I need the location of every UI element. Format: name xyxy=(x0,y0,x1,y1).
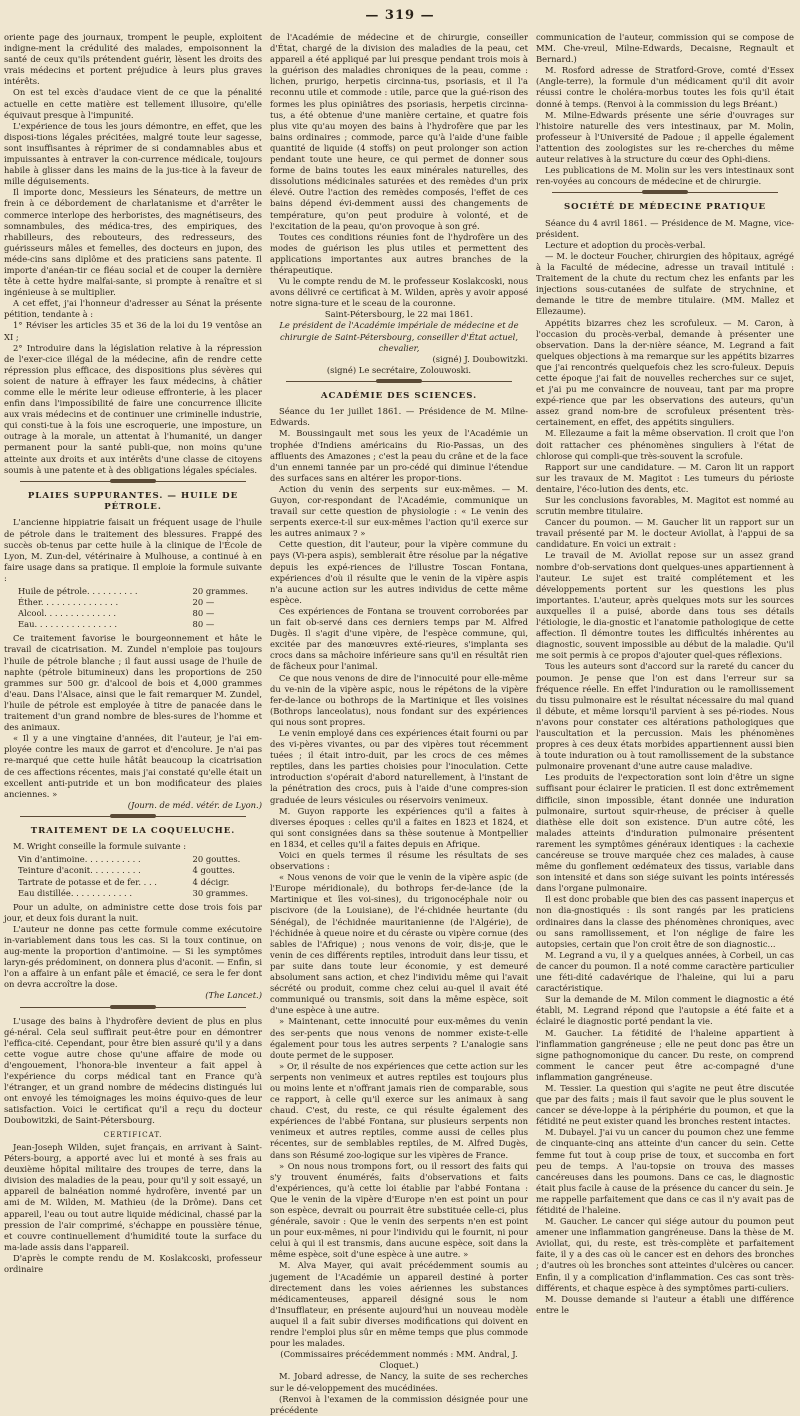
signature-block: Le président de l'Académie impériale de médecine et de chirurgie de Saint-Pétersbourg, conseiller d'État actuel, chevalier, xyxy=(279,320,519,353)
paragraph: » Or, il résulte de nos expériences que cette action sur les serpents non venimeux et autres reptiles est toujours plus ou moins lente et n'offrant jamais rien de comparable, sous ce rapport, à celle qu'il exerce sur les animaux à sang chaud. C'est, du reste, ce qui résulte également des expériences de l'abbé Fontana, sur plusieurs serpents non venimeux et autres reptiles, comme aussi de celles plus récentes, sur de semblables reptiles, de M. Alfred Dugès, dans son Résumé zoo-logique sur les vipères de France. xyxy=(270,1060,528,1160)
paragraph: » On nous nous trompons fort, ou il ressort des faits qui s'y trouvent énumérés, faits d'observations et faits d'expériences, qu'à cette loi établie par l'abbé Fontana : Que le venin de la vipère d'Europe n'en est point un pour son espèce, devrait ou pourrait être substituée celle-ci, plus générale, savoir : Que le venin des serpents n'en est point un pour eux-mêmes, ni pour l'individu qui le fournit, ni pour celui à qui il est transmis, dans aucune espèce, soit dans la même espèce, soit d'une espèce à une autre. » xyxy=(270,1160,528,1260)
paragraph: » Maintenant, cette innocuité pour eux-mêmes du venin des ser-pents que nous venons de nommer existe-t-elle également pour tous les autres serpents ? L'analogie sans doute permet de le supposer. xyxy=(270,1016,528,1060)
source-citation: (The Lancet.) xyxy=(205,990,262,1001)
paragraph: « Nous venons de voir que le venin de la vipère aspic (de l'Europe méridionale), du bothrops fer-de-lance (de la Martinique et îles voi-sines), du trigonocéphale noir ou piscivore (de la Louisiane), de l'é-chidnée heurtante (du Sénégal), de l'échidnée mauritanienne (de l'Algérie), de l'échidnée à queue noire et du céraste ou vipère cornue (des sables de l'Afrique) ; nous venons de voir, dis-je, que le venin de ces différents reptiles, introduit dans leur tissu, et par suite dans toute leur économie, y est demeuré absolument sans action, et chez l'individu même qui l'avait sécrété ou produit, comme chez celui au-quel il avait été communiqué ou transmis, soit dans la même espèce, soit d'une espèce à une autre. xyxy=(270,872,528,1016)
paragraph: 1° Réviser les articles 35 et 36 de la loi du 19 ventôse an XI ; xyxy=(4,320,262,342)
section-divider xyxy=(286,381,512,385)
column-2 xyxy=(270,32,528,1416)
paragraph: Toutes ces conditions réunies font de l'hydrofère un des modes de guérison les plus utiles et permettent des applications importantes aux autres branches de la thérapeutique. xyxy=(270,231,528,275)
paragraph: 2° Introduire dans la législation relative à la répression de l'exer-cice illégal de la médecine, afin de rendre cette répression plus efficace, des dispositions plus sévères qui soient de nature à effrayer les faux médecins, à châtier comme elle le mérite leur odieuse effronterie, à les placer enfin dans l'impossibilité de faire une concurrence illicite aux vrais médecins et de continuer une criminelle industrie, qui consti-tue à la fois une escroquerie, une imposture, un outrage à la morale, un attentat à l'humanité, un danger permanent pour la santé publi-que, non moins qu'une atteinte aux droits et aux intérêts d'une classe de citoyens soumis à une patente et à des obligations légales spéciales. xyxy=(4,342,262,475)
paragraph: Les publications de M. Molin sur les vers intestinaux sont ren-voyées au concours de médecine et de chirurgie. xyxy=(536,165,794,187)
section-title-petrole: PLAIES SUPPURANTES. — HUILE DE PÉTROLE. xyxy=(27,490,239,513)
column-3 xyxy=(536,32,794,1316)
paragraph: Vu le compte rendu de M. le professeur Koslakcoski, nous avons délivré ce certificat à M. Wilden, après y avoir apposé notre signa-ture et le sceau de la couronne. xyxy=(270,276,528,309)
paragraph: L'expérience de tous les jours démontre, en effet, que les disposi-tions légales précitées, malgré toute leur sagesse, sont insuffisantes à réprimer de si condamnables abus et impuissantes à entraver la con-currence médicale, toujours habile à glisser dans les mains de la jus-tice à la faveur de mille déguisements. xyxy=(4,120,262,187)
paragraph: oriente page des journaux, trompent le peuple, exploitent indigne-ment la crédulité des malades, empoisonnent la santé de ceux qu'ils prétendent guérir, lèsent les droits des vrais médecins et portent préjudice à leurs plus graves intérêts. xyxy=(4,32,262,87)
ingredient-qty: 80 — xyxy=(192,608,215,619)
paragraph: Les produits de l'expectoration sont loin d'être un signe suffisant pour éclairer le praticien. Il est donc extrêmement difficile, sinon impossible, étant donnée une induration pulmonaire, surtout squir-rheuse, de préciser à quelle diathèse elle doit son existence. D'un autre côté, les malades atteints d'induration pulmonaire présentent rarement les symptômes généraux identiques : la cachexie cancéreuse se trouve marquée chez ces malades, à cause même du gonflement œdémateux des tissus, variable dans son intensité et dans son siége suivant les points intéressés dans l'organe pulmonaire. xyxy=(536,772,794,894)
paragraph: Jean-Joseph Wilden, sujet français, en arrivant à Saint-Péters-bourg, a apporté avec lui et monté à ses frais au deuxième hôpital militaire des troupes de terre, dans la division des maladies de la peau, pour qu'il y soit essayé, un appareil de balnéation nommé hydrofère, inventé par un ami de M. Wilden, M. Mathieu (de la Drôme). Dans cet appareil, l'eau ou tout autre liquide médicinal, chassé par la pression de l'air comprimé, s'échappe en poussière ténue, et couvre continuellement d'humidité toute la surface du ma-lade assis dans l'appareil. xyxy=(4,1141,262,1252)
place-date: Saint-Pétersbourg, le 22 mai 1861. xyxy=(324,309,474,320)
paragraph: M. Guyon rapporte les expériences qu'il a faites à diverses époques : celles qu'il a faites en 1823 et 1824, et qui sont consignées dans sa thèse soutenue à Montpellier en 1834, et celles qu'il a faites depuis en Afrique. xyxy=(270,805,528,849)
ingredient-qty: 20 — xyxy=(192,597,215,608)
paragraph: On est tel excès d'audace vient de ce que la pénalité actuelle en cette matière est tellement illusoire, qu'elle équivaut presque à l'impunité. xyxy=(4,87,262,120)
ingredient-qty: 4 gouttes. xyxy=(192,865,235,876)
paragraph: M. Gaucher. Le cancer qui siége autour du poumon peut amener une inflammation gangréneuse. Dans la thèse de M. Aviollat, qui, du reste, est très-complète et parfaitement faite, il y a des cas où le cancer est en dehors des bronches ; d'autres où les bronches sont atteintes d'ulcères ou cancer. Enfin, il y a complication d'inflammation. Ces cas sont très-différents, et chaque espèce à des symptômes parti-culiers. xyxy=(536,1216,794,1293)
paragraph: M. Alva Mayer, qui avait précédemment soumis au jugement de l'Académie un appareil destiné à porter directement dans les voies aériennes les substances médicamenteuses, appareil désigné sous le nom d'Insufflateur, en présente aujourd'hui un nouveau modèle auquel il a fait subir diverses modifications qui doivent en rendre l'emploi plus sûr en même temps que plus commode pour les malades. xyxy=(270,1260,528,1349)
ingredient-name: Alcool. . . . . . . . . . . . . . xyxy=(18,608,117,619)
ingredient-name: Éther. . . . . . . . . . . . . . . xyxy=(18,597,119,608)
paragraph: M. Dubayel. J'ai vu un cancer du poumon chez une femme de cinquante-cinq ans atteinte d'un cancer du sein. Cette femme fut tout à coup prise de toux, et succomba en fort peu de temps. A l'au-topsie on trouva des masses cancéreuses dans les poumons. Dans ce cas, le diagnostic était plus facile à cause de la présence du cancer du sein. Je me rappelle parfaitement que dans ce cas il n'y avait pas de fétidité de l'haleine. xyxy=(536,1127,794,1215)
paragraph: Tous les auteurs sont d'accord sur la rareté du cancer du poumon. Je pense que l'on est dans l'erreur sur sa fréquence réelle. En effet l'induration ou le ramollissement du tissu pulmonaire est le résultat nécessaire du mal quand il débute, et même lorsqu'il parvient à ses pé-riodes. Nous n'avons pour constater ces altérations pathologiques que l'auscultation et la percussion. Mais les phénomènes propres à ces deux états morbides appartiennent aussi bien à toute induration ou à tout ramollissement de la substance pulmonaire provenant d'une autre cause maladive. xyxy=(536,661,794,772)
paragraph: Cancer du poumon. — M. Gaucher lit un rapport sur un travail présenté par M. le docteur Aviollat, à l'appui de sa candidature. En voici un extrait : xyxy=(536,517,794,550)
section-title-academie: ACADÉMIE DES SCIENCES. xyxy=(320,390,478,401)
ingredient-name: Vin d'antimoine. . . . . . . . . . . xyxy=(18,854,141,865)
section-divider xyxy=(552,192,778,196)
paragraph: M. Jobard adresse, de Nancy, la suite de ses recherches sur le dé-veloppement des mucédinées. xyxy=(270,1371,528,1393)
section-title-societe: SOCIÉTÉ DE MÉDECINE PRATIQUE xyxy=(563,202,767,213)
paragraph: Rapport sur une candidature. — M. Caron lit un rapport sur les travaux de M. Magitot : Les tumeurs du périoste dentaire, l'éco-lution des dents, etc. xyxy=(536,461,794,494)
paragraph: D'après le compte rendu de M. Koslakcoski, professeur ordinaire xyxy=(4,1252,262,1274)
paragraph: M. Milne-Edwards présente une série d'ouvrages sur l'histoire naturelle des vers intestinaux, par M. Molin, professeur à l'Université de Padoue ; il appelle également l'attention des zoologistes sur les re-cherches du même auteur relatives à la structure du cœur des Ophi-diens. xyxy=(536,109,794,165)
paragraph: Pour un adulte, on administre cette dose trois fois par jour, et deux fois durant la nuit. xyxy=(4,901,262,923)
paragraph: L'ancienne hippiatrie faisait un fréquent usage de l'huile de pétrole dans le traitement des blessures. Frappé des succès ob-tenus par cette huile à la clinique de l'École de Lyon, M. Zun-del, vétérinaire à Mulhouse, a continué à en faire usage dans sa pratique. Il emploie la formule suivante : xyxy=(4,517,262,583)
coqueluche-formula xyxy=(18,854,248,898)
paragraph: Ce que nous venons de dire de l'innocuité pour elle-même du ve-nin de la vipère aspic, nous le répétons de la vipère fer-de-lance ou bothrops de la Martinique et îles voisines (Bothrops lanceolatus), nous fondant sur des expériences qui nous sont propres. xyxy=(270,672,528,727)
signature: (signé) Le secrétaire, Zolouwoski. xyxy=(326,364,472,375)
page-number: — 319 — xyxy=(365,8,435,23)
ingredient-name: Teinture d'aconit. . . . . . . . . . xyxy=(18,865,141,876)
signature: (signé) J. Doubowitzki. xyxy=(432,353,528,364)
paragraph: Sur la demande de M. Milon comment le diagnostic a été établi, M. Legrand répond que l'autopsie a été faite et a éclairé le diagnostic porté pendant la vie. xyxy=(536,994,794,1027)
paragraph: Le travail de M. Aviollat repose sur un assez grand nombre d'ob-servations dont quelques-unes appartiennent à l'auteur. Le sujet est traité complétement et les développements portent sur les questions les plus importantes. L'auteur, après quelques mots sur les sources auxquelles il a puisé, aborde dans tous ses détails l'étiologie, le dia-gnostic et l'anatomie pathologique de cette affection. Il démontre toutes les difficultés inhérentes au diagnostic, souvent impossible au début de la maladie. Qu'il me soit permis à ce propos d'ajouter quel-ques réflexions. xyxy=(536,550,794,661)
paragraph: « Il y a une vingtaine d'années, dit l'auteur, je l'ai em-ployée contre les maux de garrot et d'encolure. Je n'ai pas re-marqué que cette huile hâtât beaucoup la cicatrisation de ces affections récentes, mais j'ai constaté qu'elle était un excellent anti-putride et un bon modificateur des plaies anciennes. » xyxy=(4,733,262,799)
paragraph: communication de l'auteur, commission qui se compose de MM. Che-vreul, Milne-Edwards, Decaisne, Regnault et Bernard.) xyxy=(536,32,794,65)
paragraph: M. Gaucher. La fétidité de l'haleine appartient à l'inflammation gangréneuse ; elle ne peut donc pas être un signe pathognomonique du cancer. Du reste, on comprend comment le cancer peut être ac-compagné d'une inflammation gangréneuse. xyxy=(536,1027,794,1082)
paragraph: M. Rosford adresse de Stratford-Grove, comté d'Essex (Angle-terre), la formule d'un médicament qu'il dit avoir réussi contre le choléra-morbus toutes les fois qu'il était donné à temps. (Renvoi à la commission du legs Bréant.) xyxy=(536,65,794,109)
paragraph: Appétits bizarres chez les scrofuleux. — M. Caron, à l'occasion du procès-verbal, demande à présenter une observation. Dans la der-nière séance, M. Legrand a fait quelques objections à ma remarque sur les appétits bizarres que j'ai rencontrés quelquefois chez les scro-fuleux. Depuis cette époque j'ai fait de nouvelles recherches sur ce sujet, et j'ai pu me convaincre de nouveau, tant par ma propre expé-rience que par les observations des auteurs, qu'un assez grand nom-bre de scrofuleux présentent très-certainement, en effet, des appétits singuliers. xyxy=(536,317,794,428)
paragraph: Ces expériences de Fontana se trouvent corroborées par un fait ob-servé dans ces derniers temps par M. Alfred Dugès. Il s'agit d'une vipère, de l'espèce commune, qui, excitée par des manœuvres exté-rieures, s'implanta ses crocs dans sa mâchoire inférieure sans qu'il en résultât rien de fâcheux pour l'animal. xyxy=(270,605,528,672)
column-1 xyxy=(4,32,262,1275)
paragraph: L'usage des bains à l'hydrofère devient de plus en plus gé-néral. Cela seul suffirait peut-être pour en démontrer l'effica-cité. Cependant, pour être bien assuré qu'il y a dans cette vogue autre chose qu'une affaire de mode ou d'engouement, l'honora-ble inventeur a fait appel à l'expérience du corps médical tant en France qu'à l'étranger, et un grand nombre de médecins distingués lui ont envoyé les témoignages les moins équivo-ques de leur satisfaction. Voici le certificat qu'il a reçu du docteur Doubowitzki, de Saint-Pétersbourg. xyxy=(4,1015,262,1126)
paragraph: L'auteur ne donne pas cette formule comme exécutoire in-variablement dans tous les cas. Si la toux continue, on aug-mente la proportion d'antimoine. — Si les symptômes laryn-gés prédominent, on donnera plus d'aconit. — Enfin, si l'on a affaire à un enfant pâle et émacié, ce sera le fer dont on devra accroître la dose. xyxy=(4,923,262,990)
ingredient-name: Huile de pétrole. . . . . . . . . . xyxy=(18,586,138,596)
paragraph: M. Tessier. La question qui s'agite ne peut être discutée que par des faits ; mais il faut savoir que le plus souvent le cancer se déve-loppe à la périphérie du poumon, et que la fétidité ne peut exister quand les bronches restent intactes. xyxy=(536,1082,794,1127)
paragraph: Le venin employé dans ces expériences était fourni ou par des vi-pères vivantes, ou par des vipères tout récemment tuées ; il était intro-duit, par les crocs de ces mêmes reptiles, dans les parties choisies pour l'inoculation. Cette introduction s'opérait d'abord naturellement, à l'instant de la pénétration des crocs, puis à l'aide d'une compres-sion graduée de leurs vésicules ou réservoirs venimeux. xyxy=(270,727,528,805)
paragraph: M. Dousse demande si l'auteur a établi une différence entre le xyxy=(536,1293,794,1315)
certificat-title: CERTIFICAT. xyxy=(103,1130,163,1140)
petition-text xyxy=(4,32,262,476)
paragraph: — M. le docteur Foucher, chirurgien des hôpitaux, agrégé à la Faculté de médecine, adresse un travail intitulé : Traitement de la chute du rectum chez les enfants par les injections sous-cutanées de sulfate de strychnine, et demande le titre de membre titulaire. (MM. Mallez et Ellezaume). xyxy=(536,250,794,317)
paragraph: Lecture et adoption du procès-verbal. xyxy=(545,239,706,250)
paragraph: M. Legrand a vu, il y a quelques années, à Corbeil, un cas de cancer du poumon. Il a noté comme caractère particulier une féti-dité cadavérique de l'haleine, qui lui a paru caractéristique. xyxy=(536,949,794,994)
paragraph: Il importe donc, Messieurs les Sénateurs, de mettre un frein à ce débordement de charlatanisme et d'arrêter le commerce interlope des herboristes, des magnétiseurs, des somnambules, des médica-tres, des empiriques, des rhabilleurs, des rebouteurs, des redresseurs, des guérisseurs mâles et femelles, des docteurs en jupon, des méde-cins sans diplôme et des praticiens sans patente. Il importe d'anéan-tir ce fléau social et de couper la dernière tête à cette hydre malfai-sante, si prompte à renaître et si ingénieuse à se multiplier. xyxy=(4,187,262,298)
paragraph: A cet effet, j'ai l'honneur d'adresser au Sénat la présente pétition, tendante à : xyxy=(4,298,262,320)
session-line: Séance du 1er juillet 1861. — Présidence de M. Milne-Edwards. xyxy=(270,406,528,428)
paragraph: Sur les conclusions favorables, M. Magitot est nommé au scrutin membre titulaire. xyxy=(536,495,794,517)
paragraph: Action du venin des serpents sur eux-mêmes. — M. Guyon, cor-respondant de l'Académie, communique un travail sur cette question de physiologie : « Le venin des serpents exerce-t-il sur eux-mêmes l'action qu'il exerce sur les autres animaux ? » xyxy=(270,483,528,539)
paragraph: Il est donc probable que bien des cas passent inaperçus et non dia-gnostiqués : ils sont rangés par les praticiens ordinaires dans la classe des phénomènes chroniques, avec ou sans ramollissement, et l'on néglige de faire les autopsies, certain que l'on croit être de son diagnostic... xyxy=(536,894,794,949)
paragraph: M. Wright conseille la formule suivante : xyxy=(13,841,187,852)
section-divider xyxy=(20,1007,246,1011)
ingredient-name: Tartrate de potasse et de fer. . . . xyxy=(18,876,157,887)
paragraph: (Commissaires précédemment nommés : MM. Andral, J. Cloquet.) xyxy=(280,1349,518,1371)
ingredient-name: Eau distillée. . . . . . . . . . . . xyxy=(18,887,133,898)
ingredient-qty: 30 grammes. xyxy=(192,887,248,898)
section-divider xyxy=(20,481,246,485)
paragraph: Voici en quels termes il résume les résultats de ses observations : xyxy=(270,850,528,872)
ingredient-qty: 20 gouttes. xyxy=(192,854,241,865)
source-citation: (Journ. de méd. vétér. de Lyon.) xyxy=(127,799,262,810)
paragraph: Ce traitement favorise le bourgeonnement et hâte le travail de cicatrisation. M. Zundel n'emploie pas toujours l'huile de pétrole blanche ; il faut aussi usage de l'huile de naphte (pétrole bitumineux) dans les proportions de 250 grammes sur 500 gr. d'alcool de bois et 4,000 grammes d'eau. Dans l'Alsace, ainsi que le fait remarquer M. Zundel, l'huile de pétrole est employée à titre de panacée dans le traitement d'un grand nombre de bles-sures de l'homme et des animaux. xyxy=(4,633,262,733)
section-title-coqueluche: TRAITEMENT DE LA COQUELUCHE. xyxy=(30,825,236,836)
paragraph: de l'Académie de médecine et de chirurgie, conseiller d'État, chargé de la division des maladies de la peau, cet appareil a été appliqué par lui presque pendant trois mois à la guérison des maladies chroniques de la peau, comme : lichen, prurigo, herpetis circinna-tus, psoriasis, et il l'a reconnu utile et commode : utile, parce que la gué-rison des formes les plus opiniâtres des psoriasis, herpetis circinna-tus, a été obtenue d'une manière certaine, et quatre fois plus vite qu'au moyen des bains à l'hydrofère que par les bains ordinaires ; commode, parce qu'à l'aide d'une faible quantité de liquide (4 stoffs) on peut prolonger son action pendant toute une heure, ce qui permet de donner sous forme de bains toutes les eaux minérales naturelles, des dissolutions médicinales saturées et des remèdes d'un prix élevé. Outre l'action des remèdes composés, l'effet de ces bains dépend évi-demment aussi des changements de température, qu'on peut produire à volonté, et de l'excitation de la peau, qu'on provoque à son gré. xyxy=(270,32,528,231)
ingredient-qty: 20 grammes. xyxy=(192,586,248,596)
petrole-formula xyxy=(18,586,248,630)
session-line: Séance du 4 avril 1861. — Présidence de M. Magne, vice-président. xyxy=(536,217,794,239)
ingredient-name: Eau. . . . . . . . . . . . . . . . xyxy=(18,619,118,630)
paragraph: M. Boussingault met sous les yeux de l'Académie un trophée d'Indiens américains du Rio-Passas, un des affluents des Amazones ; c'est la peau du crâne et de la face d'un ennemi tannée par un pro-cédé qui diminue l'étendue des surfaces sans en altérer les propor-tions. xyxy=(270,428,528,483)
ingredient-qty: 80 — xyxy=(192,619,215,630)
section-divider xyxy=(20,816,246,820)
ingredient-qty: 4 décigr. xyxy=(192,876,230,887)
paragraph: Cette question, dit l'auteur, pour la vipère commune du pays (Vi-pera aspis), semblerait être résolue par la négative depuis les expé-riences de l'illustre Toscan Fontana, expériences d'où il résulte que le venin de la vipère aspis n'a aucune action sur les autres individus de cette même espèce. xyxy=(270,539,528,605)
paragraph: M. Ellezaume a fait la même observation. Il croit que l'on doit rattacher ces phénomènes singuliers à l'état de chlorose qui compli-que très-souvent la scrofule. xyxy=(536,428,794,461)
paragraph: (Renvoi à l'examen de la commission désignée pour une précédente xyxy=(270,1393,528,1415)
